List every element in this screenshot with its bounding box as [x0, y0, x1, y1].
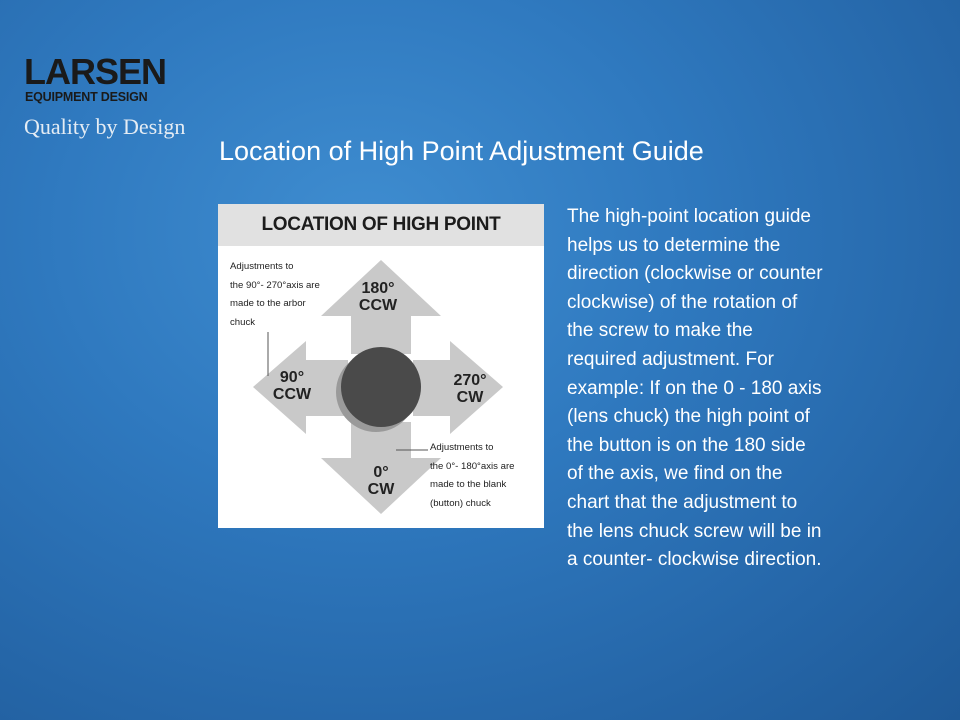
explanation-text [567, 203, 907, 575]
body-line: chart that the adjustment to [567, 491, 798, 513]
body-line: a counter- clockwise direction. [567, 549, 822, 571]
body-line: helps us to determine the [567, 234, 781, 256]
high-point-diagram [218, 204, 544, 528]
body-line: required adjustment. For [567, 348, 774, 370]
body-line: direction (clockwise or counter [567, 263, 823, 285]
body-line: example: If on the 0 - 180 axis [567, 377, 822, 399]
body-line: the button is on the 180 side [567, 434, 806, 456]
high-point-button [341, 347, 421, 427]
body-line: (lens chuck) the high point of [567, 406, 810, 428]
note-arbor-chuck: Adjustments to the 90°- 270°axis are made to the arbor chuck [230, 261, 320, 328]
logo-subtitle: EQUIPMENT DESIGN [25, 90, 148, 104]
body-line: The high-point location guide [567, 206, 812, 227]
body-line: clockwise) of the rotation of [567, 291, 798, 313]
larsen-logo [22, 48, 192, 148]
logo-tagline: Quality by Design [24, 114, 186, 139]
body-line: the screw to make the [567, 320, 753, 342]
logo-wordmark: LARSEN [24, 51, 167, 92]
note-blank-chuck: Adjustments to the 0°- 180°axis are made to the blank (button) chuck [430, 442, 515, 509]
slide-title: Location of High Point Adjustment Guide [219, 136, 704, 166]
label-0-cw: 0° CW [367, 464, 395, 498]
body-line: of the axis, we find on the [567, 463, 783, 485]
body-line: the lens chuck screw will be in [567, 520, 822, 542]
label-90-ccw: 90° CCW [272, 369, 312, 403]
diagram-header: LOCATION OF HIGH POINT [218, 204, 544, 246]
label-180-ccw: 180° CCW [358, 280, 398, 314]
label-270-cw: 270° CW [453, 372, 487, 406]
